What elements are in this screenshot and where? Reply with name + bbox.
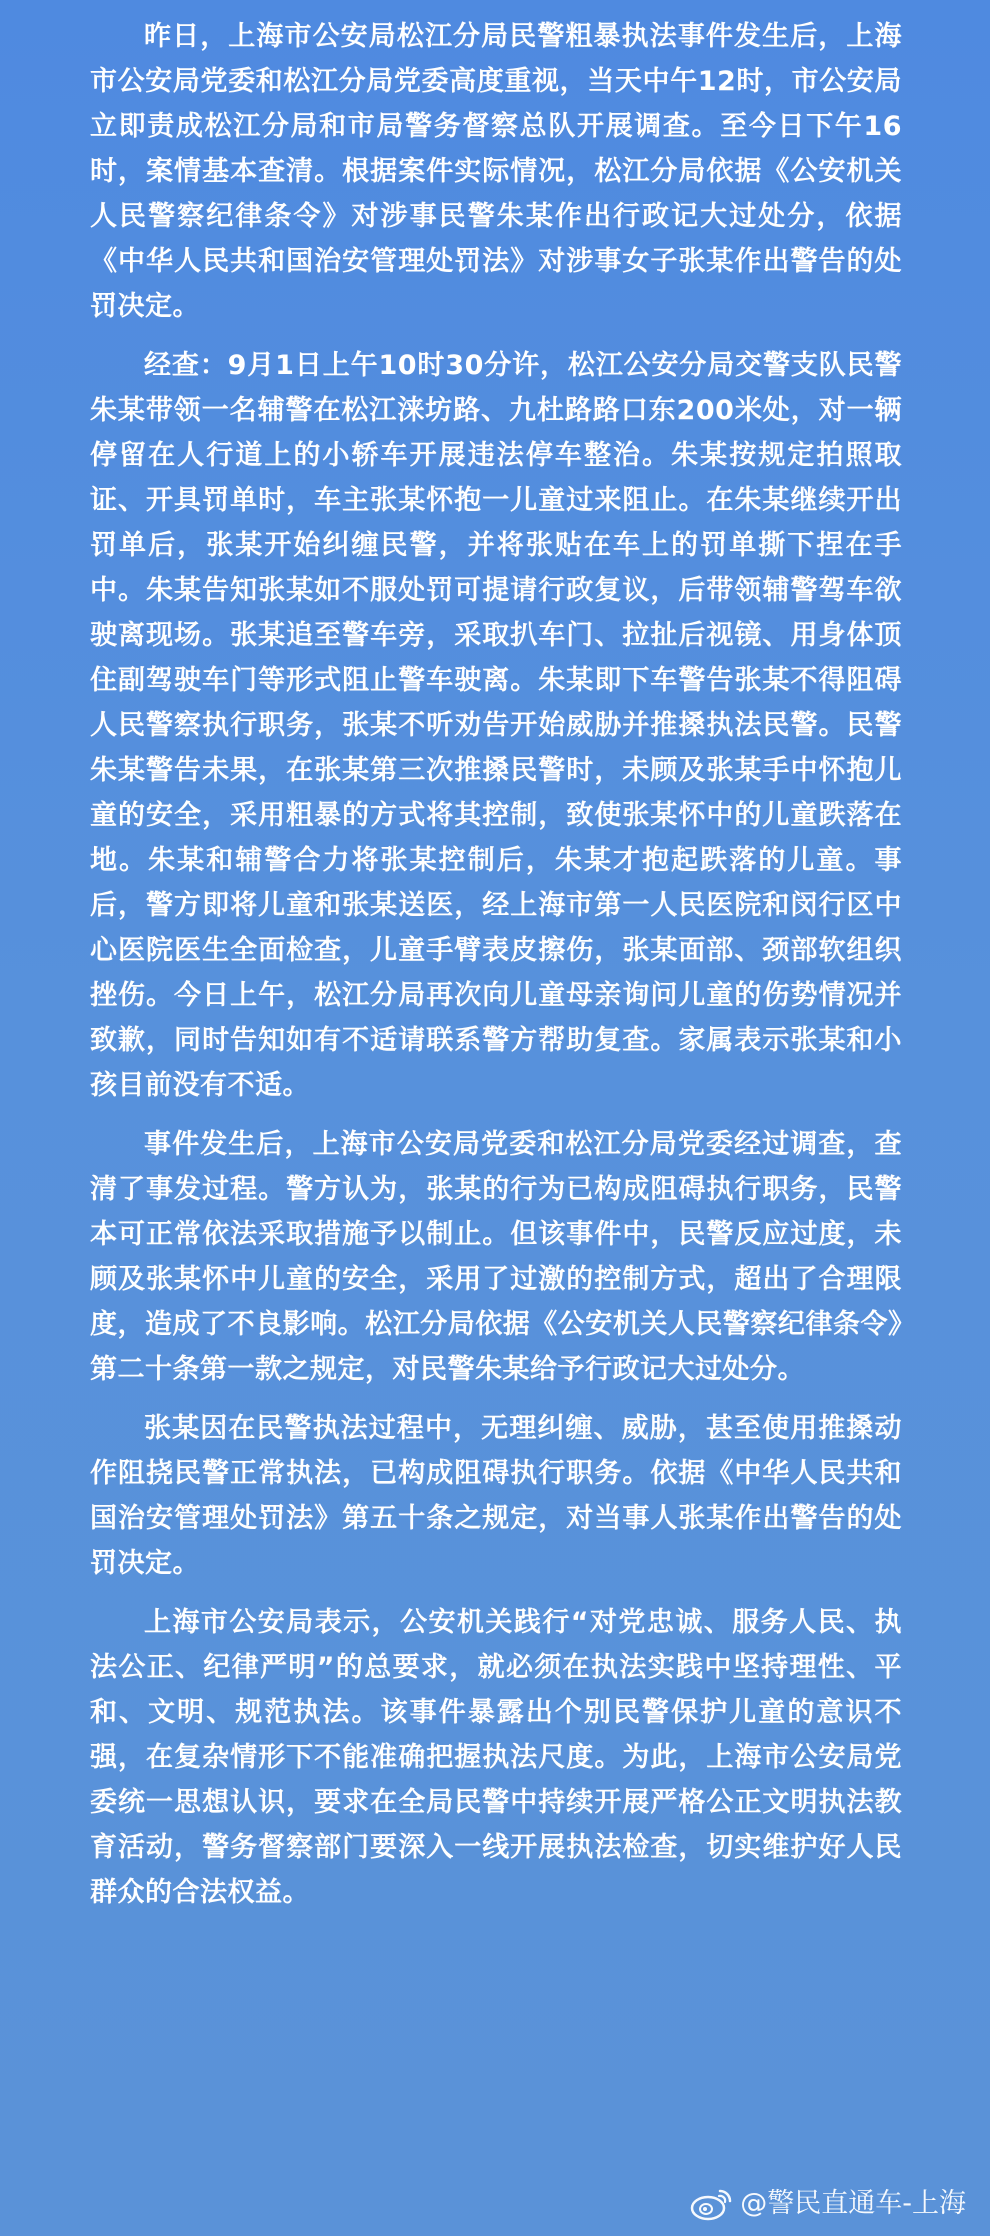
notice-body — [90, 14, 902, 1929]
paragraph-police-finding: 事件发生后，上海市公安局党委和松江分局党委经过调查，查清了事发过程。警方认为，张某的行为已构成阻碍执行职务，民警本可正常依法采取措施予以制止。但该事件中，民警反应过度，未顾及张某怀中儿童的安全，采用了过激的控制方式，超出了合理限度，造成了不良影响。松江分局依据《公安机关人民警察纪律条令》第二十条第一款之规定，对民警朱某给予行政记大过处分。 — [90, 1129, 902, 1385]
paragraph-summary: 昨日，上海市公安局松江分局民警粗暴执法事件发生后，上海市公安局党委和松江分局党委高度重视，当天中午12时，市公安局立即责成松江分局和市局警务督察总队开展调查。至今日下午16时，案情基本查清。根据案件实际情况，松江分局依据《公安机关人民警察纪律条令》对涉事民警朱某作出行政记大过处分，依据《中华人民共和国治安管理处罚法》对涉事女子张某作出警告的处罚决定。 — [90, 21, 902, 322]
paragraph-zhang-penalty: 张某因在民警执法过程中，无理纠缠、威胁，甚至使用推搡动作阻挠民警正常执法，已构成阻碍执行职务。依据《中华人民共和国治安管理处罚法》第五十条之规定，对当事人张某作出警告的处罚决定。 — [90, 1413, 902, 1579]
watermark-text: @警民直通车-上海 — [740, 2188, 966, 2219]
paragraph-bureau-statement: 上海市公安局表示，公安机关践行“对党忠诚、服务人民、执法公正、纪律严明”的总要求，就必须在执法实践中坚持理性、平和、文明、规范执法。该事件暴露出个别民警保护儿童的意识不强，在复杂情形下不能准确把握执法尺度。为此，上海市公安局党委统一思想认识，要求在全局民警中持续开展严格公正文明执法教育活动，警务督察部门要深入一线开展执法检查，切实维护好人民群众的合法权益。 — [90, 1607, 902, 1908]
weibo-watermark — [690, 2184, 966, 2224]
paragraph-investigation: 经查：9月1日上午10时30分许，松江公安分局交警支队民警朱某带领一名辅警在松江涞坊路、九杜路路口东200米处，对一辆停留在人行道上的小轿车开展违法停车整治。朱某按规定拍照取证、开具罚单时，车主张某怀抱一儿童过来阻止。在朱某继续开出罚单后，张某开始纠缠民警，并将张贴在车上的罚单撕下捏在手中。朱某告知张某如不服处罚可提请行政复议，后带领辅警驾车欲驶离现场。张某追至警车旁，采取扒车门、拉扯后视镜、用身体顶住副驾驶车门等形式阻止警车驶离。朱某即下车警告张某不得阻碍人民警察执行职务，张某不听劝告开始威胁并推搡执法民警。民警朱某警告未果，在张某第三次推搡民警时，未顾及张某手中怀抱儿童的安全，采用粗暴的方式将其控制，致使张某怀中的儿童跌落在地。朱某和辅警合力将张某控制后，朱某才抱起跌落的儿童。事后，警方即将儿童和张某送医，经上海市第一人民医院和闵行区中心医院医生全面检查，儿童手臂表皮擦伤，张某面部、颈部软组织挫伤。今日上午，松江分局再次向儿童母亲询问儿童的伤势情况并致歉，同时告知如有不适请联系警方帮助复查。家属表示张某和小孩目前没有不适。 — [90, 350, 902, 1101]
weibo-icon — [690, 2187, 734, 2221]
